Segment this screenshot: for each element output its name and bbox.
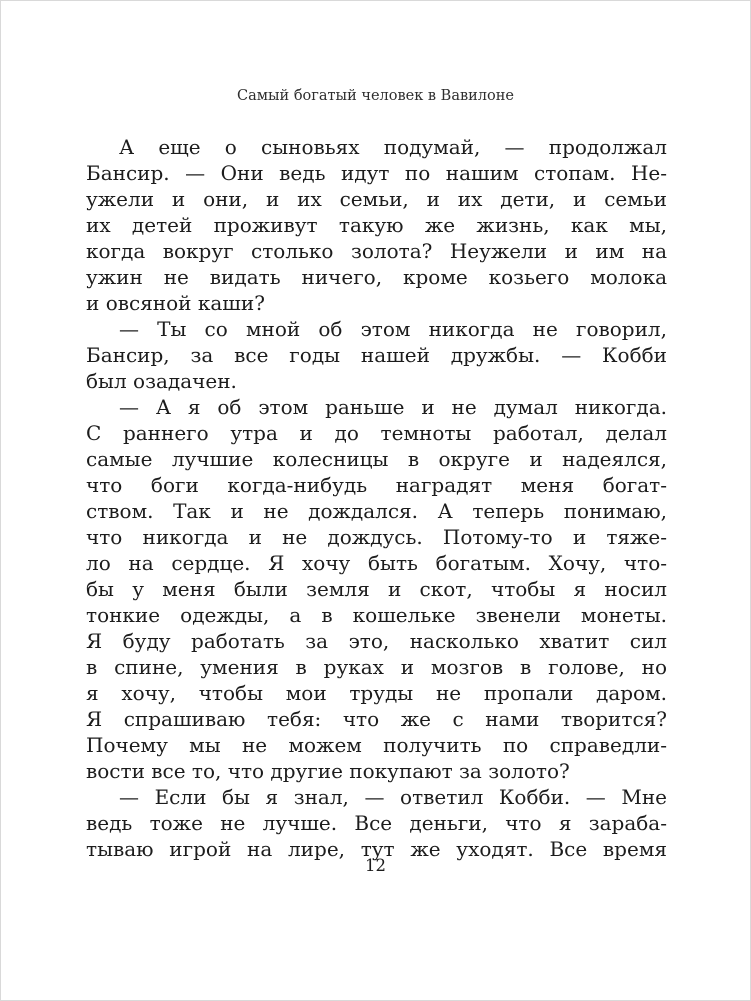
page-number: 12 [365, 856, 386, 875]
text-line: ло на сердце. Я хочу быть богатым. Хочу, что- [86, 551, 667, 575]
text-line: тонкие одежды, а в кошельке звенели монеты. [86, 603, 667, 627]
text-line: самые лучшие колесницы в округе и надеялся, [86, 447, 667, 471]
text-line: — Ты со мной об этом никогда не говорил, [119, 317, 667, 341]
text-line: Бансир, за все годы нашей дружбы. — Кобби [86, 343, 667, 367]
text-line: — Если бы я знал, — ответил Кобби. — Мне [119, 785, 667, 809]
text-line: бы у меня были земля и скот, чтобы я носил [86, 577, 667, 601]
text-line: Почему мы не можем получить по справедли- [86, 733, 667, 757]
text-line: — А я об этом раньше и не думал никогда. [119, 395, 667, 419]
text-line: Я буду работать за это, насколько хватит сил [86, 629, 667, 653]
text-line: я хочу, чтобы мои труды не пропали даром. [86, 681, 667, 705]
text-line: их детей проживут такую же жизнь, как мы, [86, 213, 667, 237]
text-line: ведь тоже не лучше. Все деньги, что я зараба- [86, 811, 667, 835]
text-line: был озадачен. [86, 369, 237, 393]
text-block [86, 134, 667, 862]
running-head: Самый богатый человек в Вавилоне [237, 88, 514, 104]
text-line: когда вокруг столько золота? Неужели и им на [86, 239, 667, 263]
text-line: Бансир. — Они ведь идут по нашим стопам. Не- [86, 161, 667, 185]
text-line: С раннего утра и до темноты работал, делал [86, 421, 667, 445]
text-line: ужин не видать ничего, кроме козьего молока [86, 265, 667, 289]
text-line: в спине, умения в руках и мозгов в голове, но [86, 655, 667, 679]
text-line: ужели и они, и их семьи, и их дети, и семьи [86, 187, 667, 211]
text-line: вости все то, что другие покупают за золото? [86, 759, 570, 783]
text-line: Я спрашиваю тебя: что же с нами творится? [86, 707, 667, 731]
text-line: что никогда и не дождусь. Потому-то и тяже- [86, 525, 667, 549]
text-line: А еще о сыновьях подумай, — продолжал [119, 135, 667, 159]
text-line: что боги когда-нибудь наградят меня богат- [86, 473, 667, 497]
text-line: тываю игрой на лире, тут же уходят. Все время [86, 837, 667, 861]
text-line: и овсяной каши? [86, 291, 265, 315]
text-line: ством. Так и не дождался. А теперь понимаю, [86, 499, 667, 523]
